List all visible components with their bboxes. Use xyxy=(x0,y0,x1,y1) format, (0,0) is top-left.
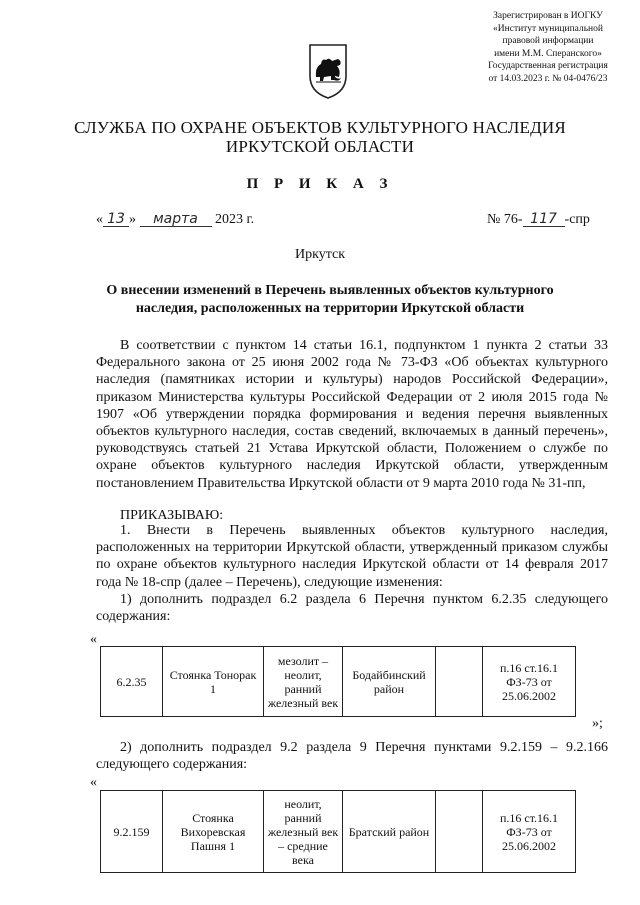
item-1-paragraph xyxy=(96,522,608,625)
date-quote-open: « xyxy=(96,212,103,227)
table-cell: Стоянка Вихоревская Пашня 1 xyxy=(163,791,264,873)
date-day: 13 xyxy=(103,212,129,227)
subject-line: О внесении изменений в Перечень выявленных объектов культурного xyxy=(106,283,554,298)
order-date xyxy=(96,212,254,228)
quote-close: »; xyxy=(592,716,603,731)
number-prefix: № 76- xyxy=(487,212,523,227)
date-quote-close: » xyxy=(129,212,136,227)
number-suffix: -спр xyxy=(564,212,590,227)
organization-title xyxy=(0,118,640,156)
table-cell xyxy=(436,791,483,873)
register-table-2 xyxy=(100,790,576,873)
item-1-2-paragraph xyxy=(96,739,608,773)
organization-line: ИРКУТСКОЙ ОБЛАСТИ xyxy=(225,137,415,156)
register-table-1 xyxy=(100,646,576,717)
item-1-text: 1. Внести в Перечень выявленных объектов культурного наследия, расположенных на территории Иркутской области, утвержденный приказом службы по охране объектов культурного наследия Иркутской области от 14 февраля 2017 года № 18-спр (далее – Перечень), следующие изменения: xyxy=(96,523,608,590)
item-1-2-text: 2) дополнить подраздел 9.2 раздела 9 Перечня пунктами 9.2.159 – 9.2.166 следующего содержания: xyxy=(96,740,608,773)
stamp-line: Государственная регистрация xyxy=(488,61,608,72)
order-subject xyxy=(90,282,570,318)
stamp-line: «Институт муниципальной xyxy=(493,23,603,34)
quote-open: « xyxy=(90,632,97,647)
item-1-1-text: 1) дополнить подраздел 6.2 раздела 6 Перечня пунктом 6.2.35 следующего содержания: xyxy=(96,591,608,625)
table-row xyxy=(101,791,576,873)
stamp-line: имени М.М. Сперанского» xyxy=(494,48,602,59)
preamble-paragraph xyxy=(96,337,608,492)
table-cell: Стоянка Тонорак 1 xyxy=(163,647,264,717)
table-cell: неолит, ранний железный век – средние века xyxy=(264,791,343,873)
date-year: 2023 г. xyxy=(215,212,255,227)
quote-open: « xyxy=(90,775,97,790)
table-cell: Бодайбинский район xyxy=(343,647,436,717)
stamp-line: от 14.03.2023 г. № 04-0476/23 xyxy=(488,73,608,84)
table-cell: 6.2.35 xyxy=(101,647,163,717)
document-type: П Р И К А З xyxy=(246,176,394,192)
stamp-line: Зарегистрирован в ИОГКУ xyxy=(493,11,603,21)
table-cell: 9.2.159 xyxy=(101,791,163,873)
date-month: марта xyxy=(140,212,212,227)
number-handwritten: 117 xyxy=(523,212,565,227)
order-keyword: ПРИКАЗЫВАЮ: xyxy=(120,508,224,523)
preamble-text: В соответствии с пунктом 14 статьи 16.1, подпунктом 1 пункта 2 статьи 33 Федерального закона от 25 июня 2002 года № 73-ФЗ «Об объектах культурного наследия (памятниках истории и культуры) народов Российской Федерации», приказом Министерства культуры Российской Федерации от 2 июля 2015 года № 1907 «Об утверждении порядка формирования и ведения перечня выявленных объектов культурного наследия, состав сведений, включаемых в данный перечень», руководствуясь статьей 21 Устава Иркутской области, Положением о службе по охране объектов культурного наследия Иркутской области, утвержденным постановлением Правительства Иркутской области от 9 марта 2010 года № 31-пп, xyxy=(96,338,608,491)
table-cell: Братский район xyxy=(343,791,436,873)
stamp-line: правовой информации xyxy=(502,36,594,47)
subject-line: наследия, расположенных на территории Иркутской области xyxy=(135,301,525,316)
irkutsk-coat-of-arms-icon xyxy=(307,42,349,100)
registration-stamp xyxy=(468,10,628,86)
table-cell: мезолит – неолит, ранний железный век xyxy=(264,647,343,717)
table-cell: п.16 ст.16.1 ФЗ-73 от 25.06.2002 xyxy=(483,647,576,717)
table-cell: п.16 ст.16.1 ФЗ-73 от 25.06.2002 xyxy=(483,791,576,873)
order-number xyxy=(487,212,590,228)
city: Иркутск xyxy=(294,247,346,262)
table-cell xyxy=(436,647,483,717)
organization-line: СЛУЖБА ПО ОХРАНЕ ОБЪЕКТОВ КУЛЬТУРНОГО НАСЛЕДИЯ xyxy=(74,118,566,137)
table-row xyxy=(101,647,576,717)
